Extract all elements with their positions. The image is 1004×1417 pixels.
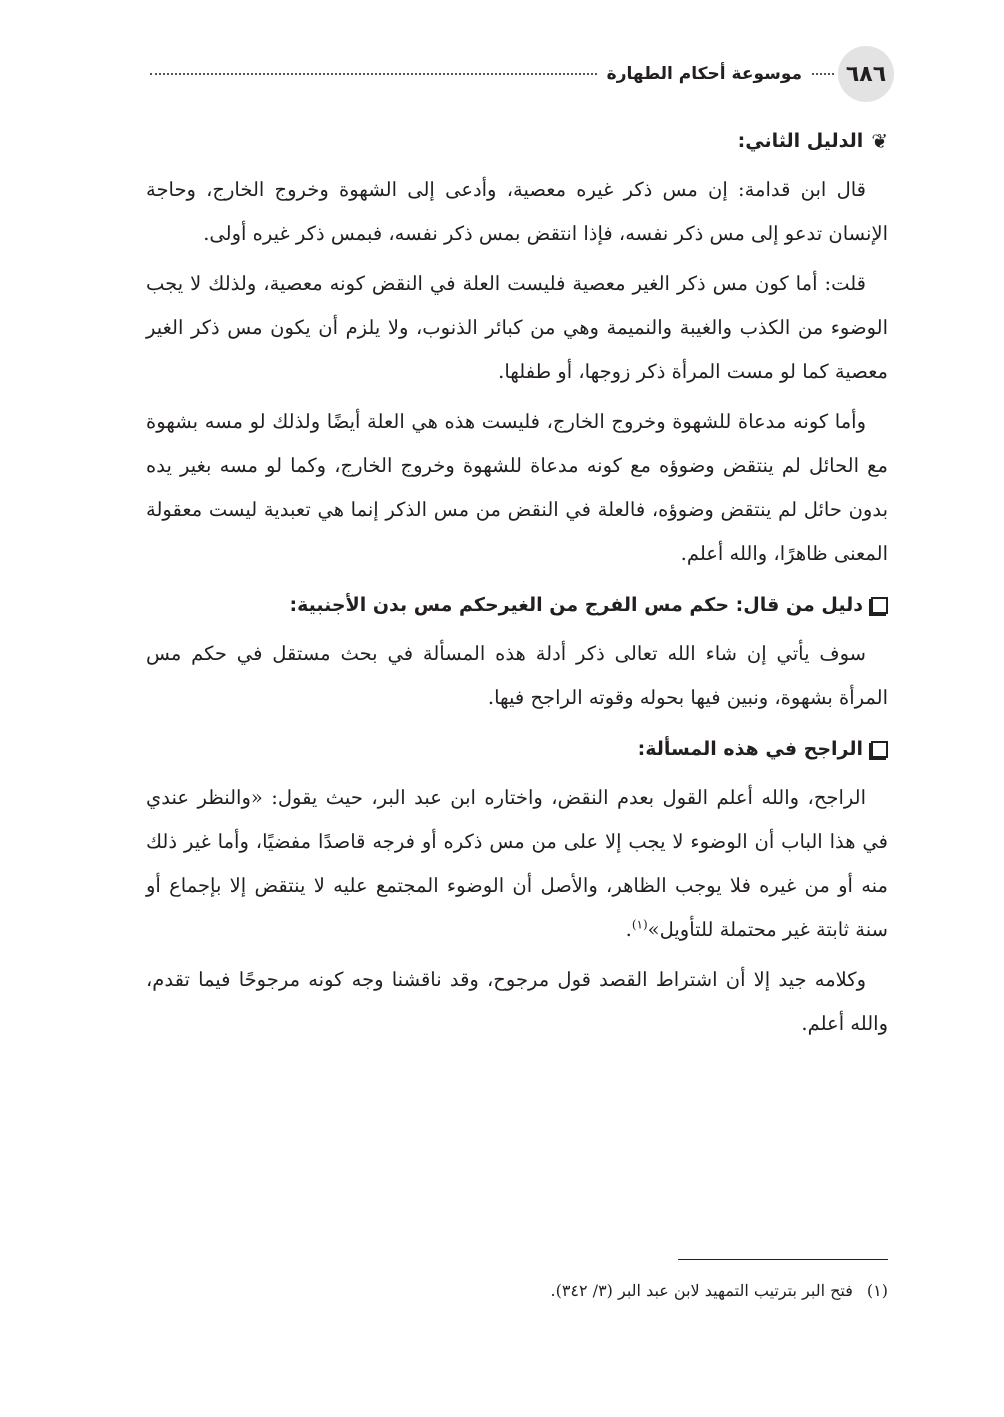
page-header: [146, 46, 894, 102]
paragraph-5-text: الراجح، والله أعلم القول بعدم النقض، واختاره ابن عبد البر، حيث يقول: «والنظر عندي في هذا الباب أن الوضوء لا يجب إلا على من مس ذكره أو فرجه قاصدًا مفضيًا، وأما غير ذلك منه أو من غيره فلا يوجب الظاهر، والأصل أن الوضوء المجتمع عليه لا ينتقض إلا بإجماع أو سنة ثابتة غير محتملة للتأويل»: [146, 786, 888, 941]
section-heading-evidence-two: [146, 118, 888, 164]
section-heading-preferred: [146, 726, 888, 772]
heading-text: دليل من قال: حكم مس الفرج من الغيرحكم مس بدن الأجنبية:: [289, 594, 863, 616]
leaf-ornament-icon: ❦: [871, 129, 888, 153]
square-bullet-icon: [871, 741, 888, 758]
header-dots-short: [812, 73, 834, 75]
paragraph-1: قال ابن قدامة: إن مس ذكر غيره معصية، وأدعى إلى الشهوة وخروج الخارج، وحاجة الإنسان تدعو إلى مس ذكر نفسه، فإذا انتقض بمس ذكر نفسه، فبمس ذكر غيره أولى.: [146, 178, 888, 245]
header-dots-long: [150, 73, 597, 75]
page-number: ٦٨٦: [838, 46, 894, 102]
paragraph-3: وأما كونه مدعاة للشهوة وخروج الخارج، فليست هذه هي العلة أيضًا ولذلك لو مسه بشهوة مع الحائل لم ينتقض وضوؤه مع كونه مدعاة للشهوة وخروج الخارج، وكما لو مسه بغير يده بدون حائل لم ينتقض وضوؤه، فالعلة في النقض من مس الذكر إنما هي تعبدية ليست معقولة المعنى ظاهرًا، والله أعلم.: [146, 410, 888, 565]
paragraph-2: قلت: أما كون مس ذكر الغير معصية فليست العلة في النقض كونه معصية، ولذلك لا يجب الوضوء من الكذب والغيبة والنميمة وهي من كبائر الذنوب، ولا يلزم أن يكون مس ذكر الغير معصية كما لو مست المرأة ذكر زوجها، أو طفلها.: [146, 272, 888, 383]
footnote: [146, 1276, 888, 1306]
paragraph-6: وكلامه جيد إلا أن اشتراط القصد قول مرجوح، وقد ناقشنا وجه كونه مرجوحًا فيما تقدم، والله أعلم.: [146, 968, 888, 1035]
paragraph-5: [146, 776, 888, 952]
footnote-separator: [678, 1259, 888, 1260]
heading-text: الدليل الثاني:: [737, 130, 864, 152]
section-heading-other-view: [146, 582, 888, 628]
footnote-marker: (١): [866, 1281, 888, 1300]
book-title: موسوعة أحكام الطهارة: [606, 64, 802, 84]
square-bullet-icon: [871, 597, 888, 614]
page-body: [146, 118, 888, 1052]
paragraph-4: سوف يأتي إن شاء الله تعالى ذكر أدلة هذه المسألة في بحث مستقل في حكم مس المرأة بشهوة، ونبين فيها بحوله وقوته الراجح فيها.: [146, 642, 888, 709]
heading-text: الراجح في هذه المسألة:: [637, 738, 863, 760]
footnote-text: فتح البر بترتيب التمهيد لابن عبد البر (٣/ ٣٤٢).: [550, 1281, 853, 1300]
footnote-reference[interactable]: (١): [631, 917, 648, 932]
paragraph-5-end: .: [625, 918, 632, 941]
